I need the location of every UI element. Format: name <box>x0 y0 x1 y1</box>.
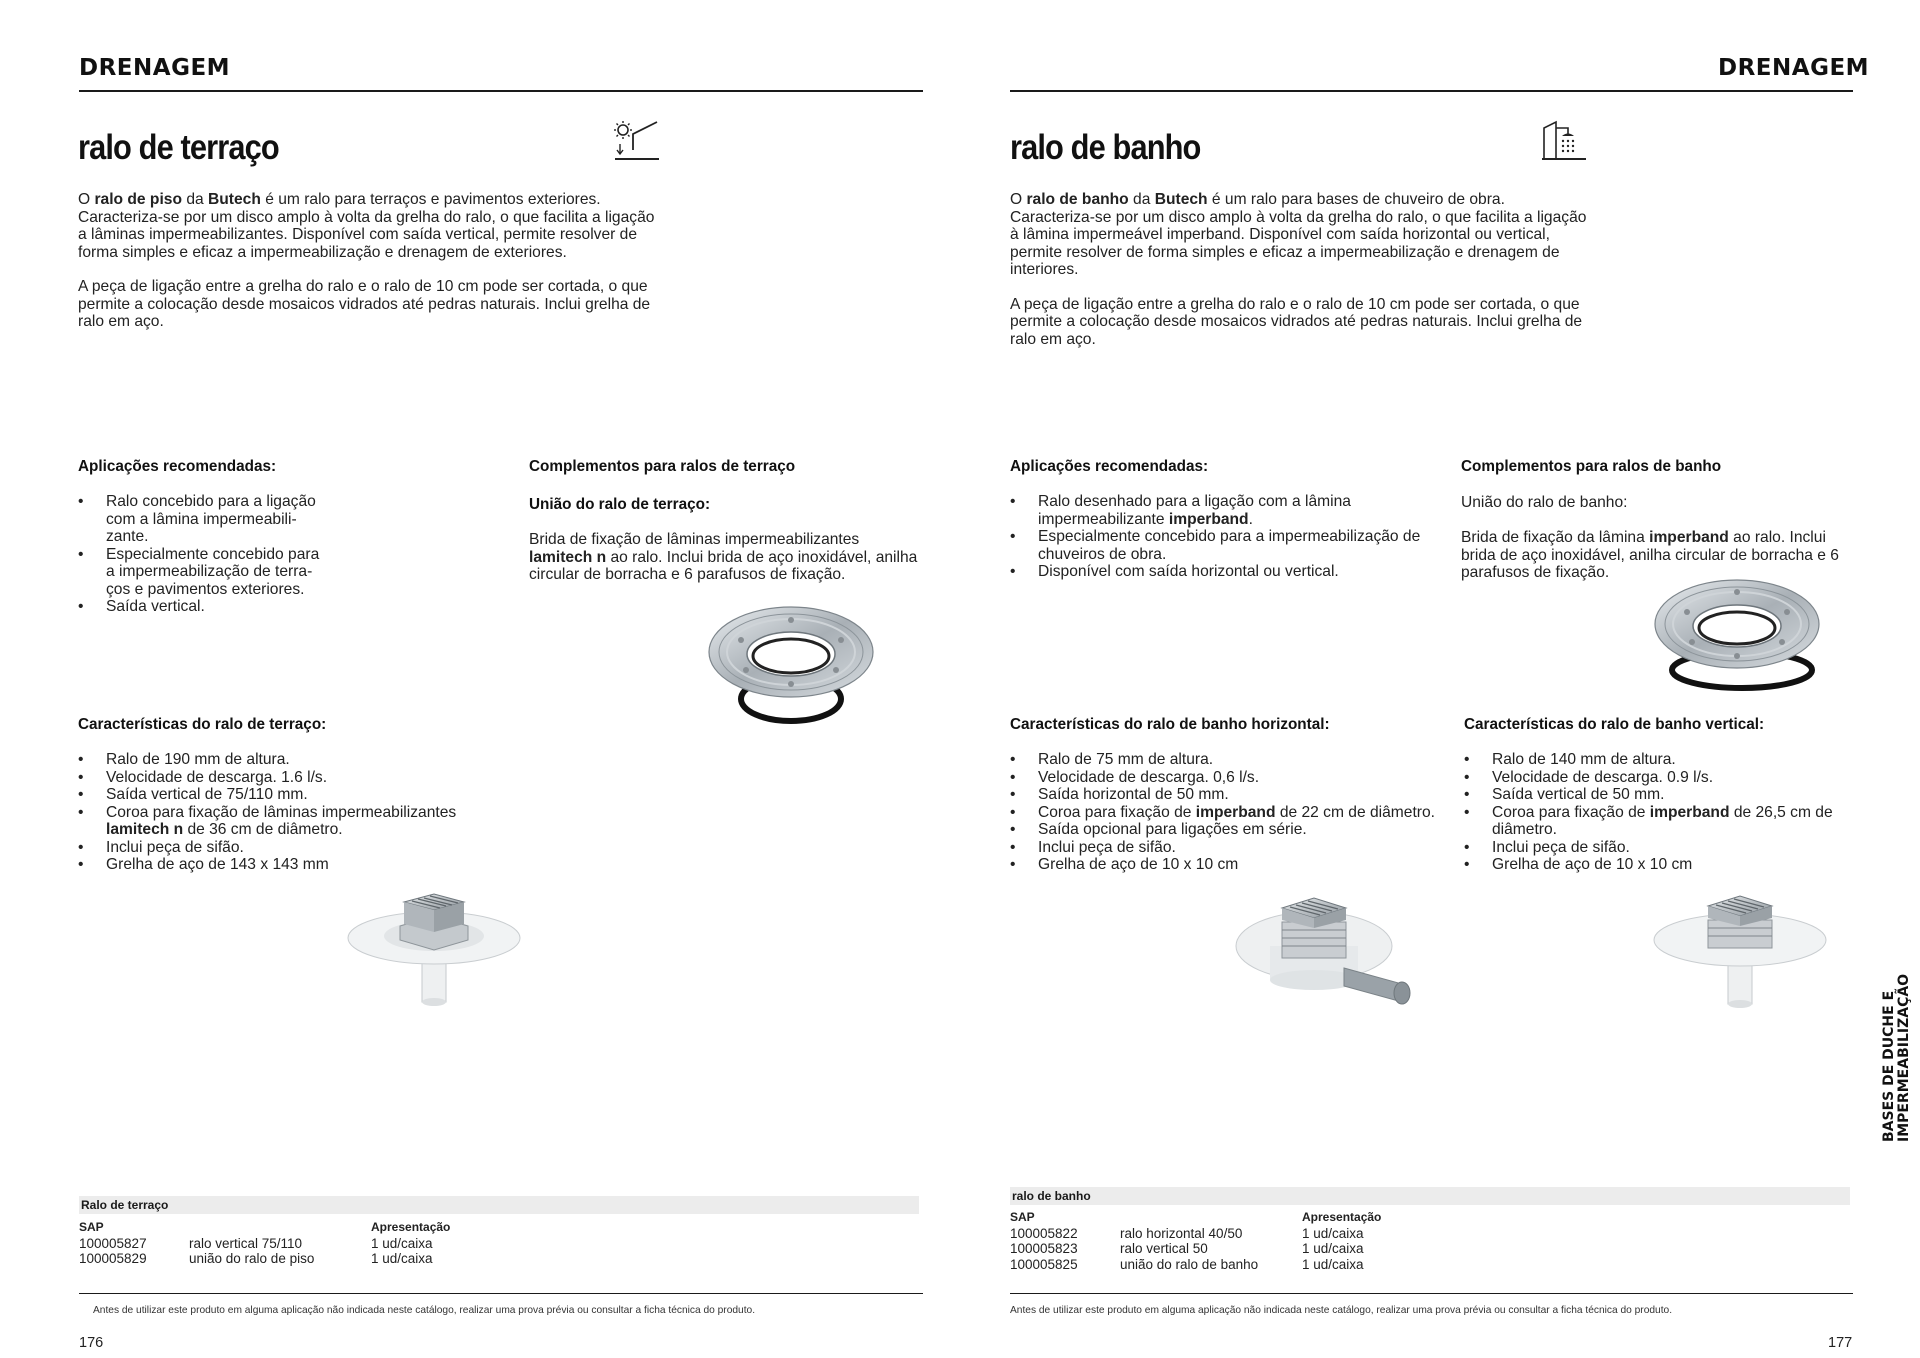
list-item: • Saída horizontal de 50 mm. <box>1010 786 1440 804</box>
features-vertical-list <box>1464 751 1854 874</box>
table-header: SAP Apresentação <box>79 1220 451 1234</box>
list-item: • Saída opcional para ligações em série. <box>1010 821 1440 839</box>
list-item: • Grelha de aço de 10 x 10 cm <box>1010 856 1440 874</box>
flange-ring-image-left <box>706 604 876 734</box>
features-vertical-heading: Características do ralo de banho vertical: <box>1464 716 1765 733</box>
footer-rule-left <box>79 1293 923 1294</box>
intro-text-right: O ralo de banho da Butech é um ralo para bases de chuveiro de obra. Caracteriza-se por um disco amplo à volta da grelha do ralo, o que facilita a ligação à lâmina impermeável imperband. Disponível com saída horizontal ou vertical, permite resolver de forma simples e eficaz a impermeabilização e drenagem de interiores. A peça de ligação entre a grelha do ralo e o ralo de 10 cm pode ser cortada, o que permite a colocação desde mosaicos vidrados até pedras naturais. Inclui grelha de ralo em aço. <box>1010 191 1587 348</box>
list-item: • Saída vertical de 75/110 mm. <box>78 786 498 804</box>
header-rule-right <box>1010 90 1853 92</box>
footnote-right: Antes de utilizar este produto em alguma aplicação não indicada neste catálogo, realizar uma prova prévia ou consultar a ficha técnica do produto. <box>1010 1305 1673 1316</box>
shower-icon <box>1542 120 1586 162</box>
list-item: • Velocidade de descarga. 0.9 l/s. <box>1464 769 1854 787</box>
terrace-icon <box>613 120 661 162</box>
page-number-right: 177 <box>1828 1335 1853 1351</box>
table-row: 100005827 ralo vertical 75/110 1 ud/caixa <box>79 1235 433 1251</box>
applications-list-right <box>1010 493 1430 581</box>
page-title-right: ralo de banho <box>1010 128 1201 167</box>
section-title-left: DRENAGEM <box>79 55 231 81</box>
list-item: • Ralo concebido para a ligação com a lâmina impermeabili-zante. <box>78 493 328 546</box>
applications-heading-right: Aplicações recomendadas: <box>1010 458 1209 475</box>
list-item: • Especialmente concebido para a impermeabilização de terra-ços e pavimentos exteriores. <box>78 546 328 599</box>
applications-heading-left: Aplicações recomendadas: <box>78 458 277 475</box>
list-item: • Ralo desenhado para a ligação com a lâmina impermeabilizante imperband. <box>1010 493 1430 528</box>
footnote-left: Antes de utilizar este produto em alguma aplicação não indicada neste catálogo, realizar uma prova prévia ou consultar a ficha técnica do produto. <box>93 1305 756 1316</box>
applications-list-left <box>78 493 328 616</box>
list-item: • Inclui peça de sifão. <box>1464 839 1854 857</box>
list-item: • Velocidade de descarga. 0,6 l/s. <box>1010 769 1440 787</box>
table-row: 100005823 ralo vertical 50 1 ud/caixa <box>1010 1241 1364 1256</box>
intro-text-left: O ralo de piso da Butech é um ralo para terraços e pavimentos exteriores. Caracteriza-se por um disco amplo à volta da grelha do ralo, o que facilita a ligação a lâminas impermeabilizantes. Disponível com saída vertical, permite resolver de forma simples e eficaz a impermeabilização e drenagem de exteriores. A peça de ligação entre a grelha do ralo e o ralo de 10 cm pode ser cortada, o que permite a colocação desde mosaicos vidrados até pedras naturais. Inclui grelha de ralo em aço. <box>78 191 655 330</box>
list-item: • Inclui peça de sifão. <box>1010 839 1440 857</box>
list-item: • Ralo de 75 mm de altura. <box>1010 751 1440 769</box>
list-item: • Disponível com saída horizontal ou vertical. <box>1010 563 1430 581</box>
sap-table-right <box>1010 1210 1381 1272</box>
features-list-left <box>78 751 498 874</box>
features-horizontal-list <box>1010 751 1440 874</box>
complements-text-left: Brida de fixação de lâminas impermeabilizantes lamitech n ao ralo. Inclui brida de aço inoxidável, anilha circular de borracha e 6 parafusos de fixação. <box>529 531 918 583</box>
list-item: • Inclui peça de sifão. <box>78 839 498 857</box>
page-number-left: 176 <box>79 1335 104 1351</box>
sap-band-left: Ralo de terraço <box>79 1196 919 1214</box>
section-title-right: DRENAGEM <box>1718 55 1870 81</box>
flange-ring-image-right <box>1652 578 1822 696</box>
list-item: • Ralo de 140 mm de altura. <box>1464 751 1854 769</box>
list-item: • Grelha de aço de 143 x 143 mm <box>78 856 498 874</box>
complements-heading-right: Complementos para ralos de banho <box>1461 458 1722 475</box>
page-title-left: ralo de terraço <box>78 128 279 167</box>
complements-subheading-right: União do ralo de banho: <box>1461 494 1628 511</box>
list-item: • Especialmente concebido para a impermeabilização de chuveiros de obra. <box>1010 528 1430 563</box>
sap-band-right: ralo de banho <box>1010 1187 1850 1205</box>
list-item: • Coroa para fixação de lâminas impermeabilizantes lamitech n de 36 cm de diâmetro. <box>78 804 498 839</box>
list-item: • Coroa para fixação de imperband de 22 cm de diâmetro. <box>1010 804 1440 822</box>
table-row: 100005822 ralo horizontal 40/50 1 ud/caixa <box>1010 1225 1364 1241</box>
list-item: • Velocidade de descarga. 1.6 l/s. <box>78 769 498 787</box>
features-heading-left: Características do ralo de terraço: <box>78 716 327 733</box>
list-item: • Ralo de 190 mm de altura. <box>78 751 498 769</box>
list-item: • Grelha de aço de 10 x 10 cm <box>1464 856 1854 874</box>
terrace-drain-image <box>344 888 524 1018</box>
footer-rule-right <box>1010 1293 1853 1294</box>
header-rule-left <box>79 90 923 92</box>
table-header: SAP Apresentação <box>1010 1210 1382 1224</box>
sap-table-left <box>79 1220 450 1267</box>
list-item: • Saída vertical de 50 mm. <box>1464 786 1854 804</box>
horizontal-drain-image <box>1232 890 1422 1020</box>
table-row: 100005829 união do ralo de piso 1 ud/caixa <box>79 1251 433 1266</box>
complements-text-right: Brida de fixação da lâmina imperband ao ralo. Inclui brida de aço inoxidável, anilha circular de borracha e 6 parafusos de fixação. <box>1461 529 1839 581</box>
table-row: 100005825 união do ralo de banho 1 ud/caixa <box>1010 1256 1364 1272</box>
features-horizontal-heading: Características do ralo de banho horizontal: <box>1010 716 1330 733</box>
side-tab-label: BASES DE DUCHE E IMPERMEABILIZAÇÃO <box>1881 973 1912 1142</box>
list-item: • Saída vertical. <box>78 598 328 616</box>
complements-subheading-left: União do ralo de terraço: <box>529 496 711 513</box>
list-item: • Coroa para fixação de imperband de 26,5 cm de diâmetro. <box>1464 804 1854 839</box>
vertical-drain-image <box>1650 890 1830 1020</box>
complements-heading-left: Complementos para ralos de terraço <box>529 458 796 475</box>
